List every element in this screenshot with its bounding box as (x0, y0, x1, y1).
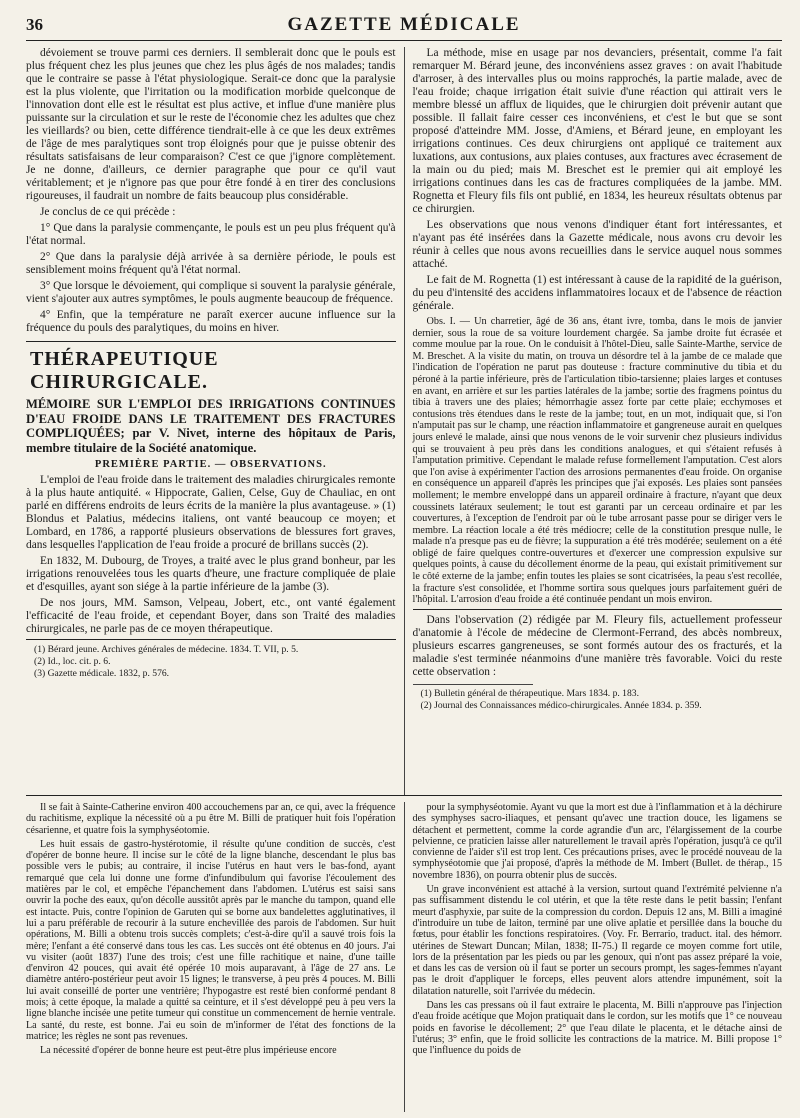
paragraph: Je conclus de ce qui précède : (40, 206, 176, 218)
footnote: (1) Bulletin général de thérapeutique. Mars 1834. p. 183. (420, 687, 639, 699)
right-column (404, 47, 783, 795)
paragraph: De nos jours, MM. Samson, Velpeau, Jobert, etc., ont vanté également l'efficacité de l'eau froide, et cependant Boyer, dans son Traité des maladies chirurgicales, ne parle pas de ce moyen thérapeutique. (26, 597, 396, 635)
section-title: THÉRAPEUTIQUE CHIRURGICALE. (30, 348, 219, 393)
page-header (26, 14, 782, 41)
paragraph: Dans les cas pressans où il faut extraire le placenta, M. Billi n'approuve pas l'injection d'eau froide acétique que Mojon pratiquait dans le cordon, sur les motifs que 1° ce nouveau poids en favorise le décollement; 2° que l'eau dilate le placenta, et le détache ainsi de l'utérus; 3° enfin, que le froid sollicite les contractions de la matrice. M. Billi propose 1° que l'influence du poids de (412, 1000, 782, 1057)
paragraph: 2° Que dans la paralysie déjà arrivée à sa dernière période, le pouls est sensiblement moins fréquent qu'à l'état normal. (26, 251, 396, 276)
observation-divider (413, 609, 783, 610)
paragraph: L'emploi de l'eau froide dans le traitement des maladies chirurgicales remonte à la plus haute antiquité. « Hippocrate, Galien, Celse, Guy de Chauliac, en ont parlé en différens endroits de leurs écrits de la manière la plus avantageuse. » (1) Blondus et Palatius, médecins italiens, ont vanté beaucoup ce moyen; et Lombard, en 1786, a rapporté plusieurs observations de blessures fort graves, dans lesquelles l'application de l'eau froide a procuré de brillans succès (2). (26, 474, 396, 551)
footnote-divider (26, 639, 396, 640)
upper-section (26, 47, 782, 795)
lower-left-column (26, 802, 396, 1112)
footnote: (2) Id., loc. cit. p. 6. (34, 656, 111, 667)
paragraph: Il se fait à Sainte-Catherine environ 400 accouchemens par an, ce qui, avec la fréquence du rachitisme, explique la nécessité où a pu être M. Billi de pratiquer huit fois l'opération césarienne, et quatre fois la symphyséotomie. (26, 802, 396, 836)
lower-right-column (404, 802, 783, 1112)
section-divider (26, 341, 396, 342)
paragraph: En 1832, M. Dubourg, de Troyes, a traité avec le plus grand bonheur, par les irrigations renouvelées tous les quarts d'heure, une fracture compliquée de plaie et d'esquilles, ayant son siége à la partie inférieure de la jambe (3). (26, 555, 396, 593)
lower-section (26, 795, 782, 1112)
paragraph: 4° Enfin, que la température ne paraît exercer aucune influence sur la fréquence du pouls des paralytiques, du moins en hiver. (26, 309, 396, 334)
paragraph: Les observations que nous venons d'indiquer étant fort intéressantes, et n'ayant pas été insérées dans la Gazette médicale, nous avons cru devoir les réunir à celles que nous avons recueillies dans le service auquel nous sommes attaché. (412, 219, 782, 270)
observation-text: Obs. I. — Un charretier, âgé de 36 ans, étant ivre, tomba, dans le mois de janvier dernier, sous la roue de sa voiture lourdement chargée. Sa jambe droite fut écrasée et comme moulue par la roue. On le conduisit à l'hôtel-Dieu, salle Sainte-Marthe, service de M. Breschet. A la visite du matin, on trouva un désordre tel à la jambe de ce malade que l'indication de l'opération ne parut pas douteuse : fracture comminutive du tibia et du péroné à la partie inférieure, près de l'articulation tibio-tarsienne; plaies larges et contuses en avant, en arrière et sur les parties latérales de la jambe; sortie des fragmens pointus du tibia à travers une des plaies; hémorrhagie assez forte par cette plaie; ecchymoses et contusions très étendues dans le reste de la jambe; tout, en un mot, indiquait que, si l'on n'amputait pas sur le champ, une réaction inflammatoire et gangreneuse aurait en quelques jours enlevé le malade, ainsi que nous venons de le voir survenir chez plusieurs individus qui se trouvaient à peu près dans les conditions analogues, et qui s'étaient refusés à l'amputation primitive. Cependant le malade refuse formellement l'amputation. C'est alors que l'on avise à expérimenter l'action des arrosions permanentes d'eau froide. On organise en conséquence un appareil d'après les principes que j'ai exposés. Les plaies sont pansées mollement; le membre enveloppé dans un appareil ordinaire à fracture, n'ayant que deux coussinets latéraux seulement; le tout est garanti par un cerceau ordinaire et par les couvertures, à l'exception de l'endroit par où le tube arrosant passe pour se diriger vers le membre. La réaction locale a été très médiocre; celle de la constitution presque nulle, le malade n'a presque pas eu de fièvre; la suppuration a été très modérée; seulement on a été obligé de faire quelques contre-ouvertures et d'exercer une compression expulsive sur quelques points, à cause du décollement énorme de la peau, qui existait primitivement sur le côté externe de la jambe; enfin toutes les plaies se sont cicatrisées, la peau s'est recollée, la fracture s'est consolidée, et l'homme sortira sous quelques jours parfaitement guéri de l'hôpital. L'arrosion d'eau froide a été continuée pendant un mois environ. (412, 316, 782, 606)
paragraph: pour la symphyséotomie. Ayant vu que la mort est due à l'inflammation et à la déchirure des symphyses sacro-iliaques, et pensant qu'avec une traction douce, les ligamens se détachent et permettent, comme la corde agrandie d'un arc, l'élargissement de la courbe pelvienne, ce praticien laisse aller naturellement le travail après l'opération, jusqu'à ce qu'il convienne de l'aider s'il est trop lent. Ces précautions prises, avec le procédé nouveau de la symphyséotomie que j'ai proposé, d'après la méthode de M. Imbert (Bullet. de thérap., 15 novembre 1836), on pourra obtenir plus de succès. (412, 802, 782, 881)
left-column (26, 47, 396, 795)
paragraph: 3° Que lorsque le dévoiement, qui complique si souvent la paralysie générale, vient s'ajouter aux autres symptômes, le pouls augmente beaucoup de fréquence. (26, 280, 396, 305)
memoire-title: MÉMOIRE SUR L'EMPLOI DES IRRIGATIONS CONTINUES D'EAU FROIDE DANS LE TRAITEMENT DES FRACTURES COMPLIQUÉES; par V. Nivet, interne des hôpitaux de Paris, membre titulaire de la Société anatomique. (26, 397, 396, 455)
paragraph: La méthode, mise en usage par nos devanciers, présentait, comme l'a fait remarquer M. Bérard jeune, des inconvéniens assez graves : on avait l'habitude d'arroser, à des intervalles plus ou moins rapprochés, la partie malade, avec de l'eau froide; chaque irrigation était suivie d'une réaction qui attirait vers le membre blessé un afflux de liquides, que le chirurgien doit prévenir autant que possible. Il fallait faire cesser ces inconvéniens, et c'est le but que se sont proposé d'atteindre MM. Josse, d'Amiens, et Bérard jeune, en employant les irrigations continues. Ces deux chirurgiens ont appliqué ce traitement aux luxations, aux contusions, aux plaies contuses, aux fractures avec écrasement de la main ou du pied; mais M. Breschet est le premier qui ait employé les irrigations continues dans les cas de fractures compliquées de la jambe. MM. Rognetta et Fleury fils fils ont publié, en 1834, les heureux résultats obtenus par ce chirurgien. (412, 47, 782, 215)
footnote: (2) Journal des Connaissances médico-chirurgicales. Année 1834. p. 359. (420, 699, 702, 711)
journal-title: GAZETTE MÉDICALE (287, 14, 521, 35)
part-heading: PREMIÈRE PARTIE. — OBSERVATIONS. (94, 459, 327, 470)
page-number: 36 (26, 15, 43, 34)
paragraph: Un grave inconvénient est attaché à la version, surtout quand l'extrémité pelvienne n'a pas suffisamment distendu le col utérin, et que la tête reste dans le petit bassin; l'enfant meurt d'asphyxie, par suite de la compression du cordon. Depuis 12 ans, M. Billi a imaginé d'introduire un tube de laiton, terminé par une olive aplatie et persillée dans la bouche du fœtus, pour établir les fonctions respiratoires. (Voy. Fr. Berrario, traduct. ital. des hémorr. utérines de Stewart Duncan; Milan, 1838; II-75.) Il regarde ce moyen comme fort utile, lors de la présentation par les pieds ou par les genoux, qui n'ont pas assez préparé la voie, et dans les cas de version où il faut se porter un secours prompt, les sages-femmes n'ayant pas le droit d'appliquer le forceps, elles peuvent alors attendre impunément, soit la dilatation naturelle, soit l'arrivée du médecin. (412, 884, 782, 997)
paragraph: Le fait de M. Rognetta (1) est intéressant à cause de la rapidité de la guérison, du peu d'intensité des accidens inflammatoires locaux et de l'absence de réaction générale. (412, 274, 782, 312)
paragraph: Dans l'observation (2) rédigée par M. Fleury fils, actuellement professeur d'anatomie à l'école de médecine de Clermont-Ferrand, des abcès nombreux, plusieurs escarres gangreneuses, se sont formés autour des os fracturés, et la maladie s'est terminée néanmoins d'une manière très favorable. Voici du reste cette observation : (412, 613, 782, 678)
footnote-divider (413, 684, 533, 685)
footnote: (3) Gazette médicale. 1832, p. 576. (34, 668, 170, 679)
paragraph: Les huit essais de gastro-hystérotomie, il résulte qu'une condition de succès, c'est d'opérer de bonne heure. Il incise sur le côté de la ligne blanche, descendant le plus bas possible vers le pubis; au contraire, il incise l'utérus en haut vers le bas-fond, ayant remarqué que cela lui donne une forme d'infundibulum qui favorise l'écoulement des matières par le col, et empêche l'épanchement dans l'abdomen. L'utérus est saisi sans ouvrir la poche des eaux, qu'on décolle aussitôt après par le manche du tampon, quand elle est intacte. Puis, contre l'opinion de Garuten qui se borne aux bandelettes agglutinatives, il lui a paru préférable de recourir à la suture enchevillée des parois de l'abdomen. Sur huit opérations, M. Billi a obtenu trois succès complets; c'est-à-dire qu'il a sauvé trois fois la mère; l'enfant a été conservé dans tous les cas. Les succès ont été obtenus en 40 jours. J'ai vu visiter (août 1837) l'une des trois; c'est une fille rachitique et naine, d'une taille d'environ 42 pouces, qui avait été opérée 10 mois auparavant, à l'âge de 27 ans. Le diamètre antéro-postérieur peut avoir 15 lignes; le transverse, à peu près 4 pouces. M. Billi lui avait conseillé de porter une ventrière; l'hypogastre est resté bien conformé pendant 8 mois; à cette époque, la malade a quitté sa ceinture, et il s'est développé peu à peu vers la ligne blanche incisée une petite tumeur qui constitue un commencement de hernie ventrale. La santé, du reste, est bonne. J'ai eu soin de m'informer de l'état des fonctions de la matrice; les règles ne sont pas revenues. (26, 838, 396, 1042)
paragraph: dévoiement se trouve parmi ces derniers. Il semblerait donc que le pouls est plus fréquent chez les plus jeunes que chez les plus âgés de nos malades; tandis que le contraire se passe à l'état physiologique. Serait-ce donc que la paralysie est la plus violente, que l'irritation ou la modification morbide quelconque de l'innovation dont elle est le résultat est plus active, et influe d'une manière plus puissante sur la circulation et sur le reste de l'économie chez les adultes que chez les vieillards? ou bien, cette différence tiendrait-elle à ce que les deux extrêmes de l'âge de mes paralytiques sont trop éloignés pour que je puisse obtenir des résultats satisfaisans de leur comparaison? C'est ce que j'ignore complètement. Je ne donne, d'ailleurs, ce dernier paragraphe que pour ce qu'il vaut véritablement; et je n'ignore pas que pour être fondé à en tirer des conclusions rigoureuses, il faudrait un nombre de faits beaucoup plus considérable. (26, 47, 396, 202)
footnote: (1) Bérard jeune. Archives générales de médecine. 1834. T. VII, p. 5. (34, 644, 299, 655)
paragraph: 1° Que dans la paralysie commençante, le pouls est un peu plus fréquent qu'à l'état normal. (26, 222, 396, 247)
paragraph: La nécessité d'opérer de bonne heure est peut-être plus impérieuse encore (40, 1045, 337, 1057)
